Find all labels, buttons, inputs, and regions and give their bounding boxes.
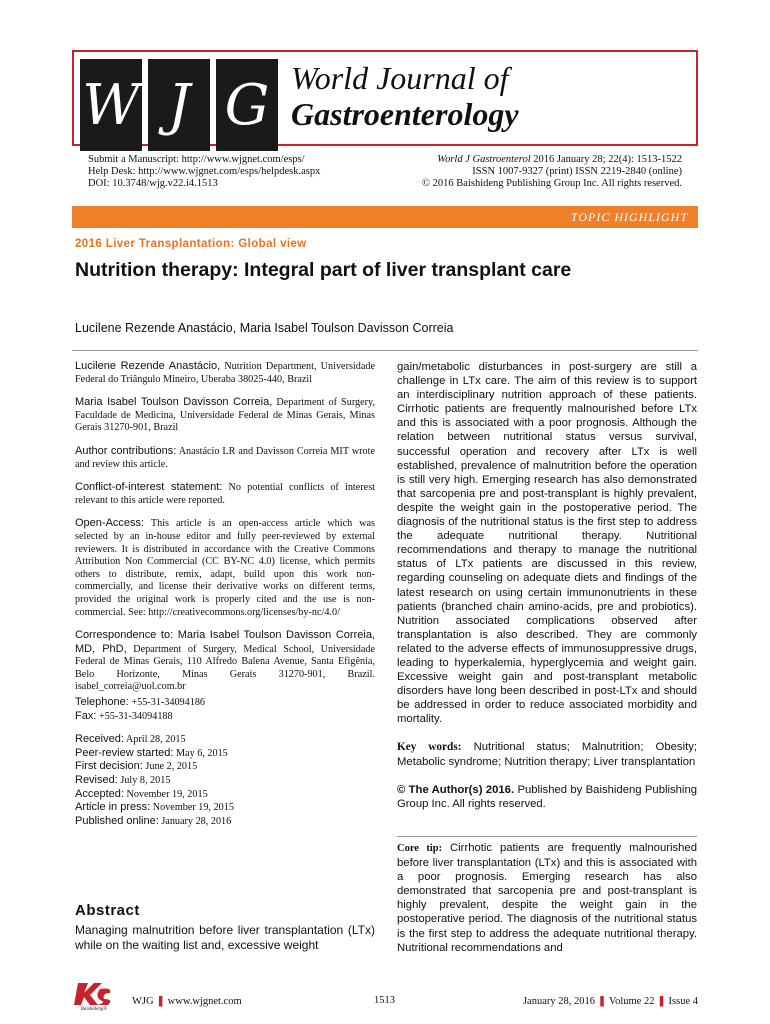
footer-left xyxy=(132,995,242,1007)
left-column xyxy=(75,360,375,828)
issn: ISSN 1007-9327 (print) ISSN 2219-2840 (online) xyxy=(472,166,682,177)
page-footer xyxy=(72,993,698,1013)
journal-logo xyxy=(80,59,278,151)
date-item: Published online: January 28, 2016 xyxy=(75,814,232,827)
article-copyright: © The Author(s) 2016. Published by Baishideng Publishing Group Inc. All rights reserved. xyxy=(397,783,698,810)
abstract-continued: gain/metabolic disturbances in post-surgery are still a challenge in LTx care. The aim of this review is to support an interdisciplinary nutrition approach of these patients. Cirrhotic patients are frequently malnourished before LTx and this is associated with a poor prognosis. Although the relation between nutritional status versus survival, successful operation and recovery after LTx is well established, prevalence of malnutrition before the operation is still very high. Emerging research has also demonstrated that sarcopenia pre and post-transplant is highly prevalent, despite the weight gain in the postoperative period. The diagnosis of the nutritional status is the first step to address the adequate nutritional therapy. Nutritional recommendations and therapy to manage the nutritional status of LTx patients are discussed in this review, regarding counseling on adequate diets and findings of the latest research on using certain immunonutrients in these patients (branched chain amino-acids, pre and probiotics). Nutrition associated complications observed after transplantation is also described. They are commonly related to the adverse effects of immunosuppressive drugs, leading to hyperkalemia, hyperglycemia and weight gain. Excessive weight gain and post-transplant metabolic disorders have long been described in post-LTx and should be addressed in order to reduce associated morbidity and mortality. xyxy=(397,361,697,726)
article-authors: Lucilene Rezende Anastácio, Maria Isabel Toulson Davisson Correia xyxy=(75,321,454,335)
author-contributions: Author contributions: Anastácio LR and Davisson Correia MIT wrote and review this article. xyxy=(75,444,375,470)
journal-name-line1: World Journal of xyxy=(291,60,509,96)
fax: Fax: +55-31-34094188 xyxy=(75,709,173,722)
journal-name-line2: Gastroenterology xyxy=(291,96,519,132)
article-title: Nutrition therapy: Integral part of liver transplant care xyxy=(75,259,572,281)
correspondence: Correspondence to: Maria Isabel Toulson Davisson Correia, MD, PhD, Department of Surgery, Medical School, Universidade Federal de Minas Gerais, 110 Alfredo Balena Avenue, Santa Efigênia, Belo Horizonte, Minas Gerais 31270-901, Brazil. isabel_correia@uol.com.br xyxy=(75,629,375,693)
footer-separator: ❚ xyxy=(657,996,666,1007)
abstract-heading: Abstract xyxy=(75,902,140,919)
footer-date: January 28, 2016 xyxy=(522,996,595,1007)
footer-journal: WJG xyxy=(132,996,154,1007)
copyright: © 2016 Baishideng Publishing Group Inc. All rights reserved. xyxy=(422,178,682,189)
citation-info xyxy=(422,154,682,190)
date-item: Peer-review started: May 6, 2015 xyxy=(75,746,228,759)
date-item: Article in press: November 19, 2015 xyxy=(75,801,234,814)
publisher-logo-text: Baishideng® xyxy=(80,1007,108,1011)
right-column xyxy=(397,360,697,811)
footer-volume: Volume 22 xyxy=(608,996,655,1007)
logo-letter-w: W xyxy=(80,59,142,151)
telephone: Telephone: +55-31-34094186 xyxy=(75,696,206,709)
logo-letter-g: G xyxy=(216,59,278,151)
footer-separator: ❚ xyxy=(156,996,166,1007)
footer-separator: ❚ xyxy=(597,996,607,1007)
citation-journal: World J Gastroenterol xyxy=(437,154,531,165)
keywords: Key words: Nutritional status; Malnutrition; Obesity; Metabolic syndrome; Nutrition therapy; Liver transplantation xyxy=(397,741,697,768)
footer-url[interactable]: www.wjgnet.com xyxy=(167,996,242,1007)
conflict-of-interest: Conflict-of-interest statement: No potential conflicts of interest relevant to this article were reported. xyxy=(75,481,375,506)
date-item: Accepted: November 19, 2015 xyxy=(75,787,208,800)
footer-right xyxy=(523,995,698,1007)
topic-label: TOPIC HIGHLIGHT xyxy=(570,210,688,224)
page-number: 1513 xyxy=(374,995,395,1006)
section-label: 2016 Liver Transplantation: Global view xyxy=(75,238,307,250)
citation: 2016 January 28; 22(4): 1513-1522 xyxy=(533,154,682,165)
doi[interactable]: DOI: 10.3748/wjg.v22.i4.1513 xyxy=(88,178,218,189)
journal-name xyxy=(291,60,519,132)
open-access: Open-Access: This article is an open-access article which was selected by an in-house editor and fully peer-reviewed by external reviewers. It is distributed in accordance with the Creative Commons Attribution Non Commercial (CC BY-NC 4.0) license, which permits others to distribute, remix, adapt, build upon this work non-commercially, and license their derivative works on different terms, provided the original work is properly cited and the use is non-commercial. See: http://creativecommons.org/licenses/by-nc/4.0/ xyxy=(75,517,375,618)
dates-list xyxy=(75,733,375,828)
date-item: Received: April 28, 2015 xyxy=(75,733,186,746)
date-item: Revised: July 8, 2015 xyxy=(75,774,171,787)
affiliation-2: Maria Isabel Toulson Davisson Correia, Department of Surgery, Faculdade de Medicina, Universidade Federal de Minas Gerais, Minas Gerais 31270-901, Brazil xyxy=(75,396,376,434)
submit-link[interactable]: Submit a Manuscript: http://www.wjgnet.com/esps/ xyxy=(88,154,305,165)
affiliation-1: Lucilene Rezende Anastácio, Nutrition Department, Universidade Federal do Triângulo Mineiro, Uberaba 38025-440, Brazil xyxy=(75,360,375,385)
divider xyxy=(72,350,698,351)
core-tip: Core tip: Cirrhotic patients are frequently malnourished before liver transplantation (LTx) and this is associated with a poor prognosis. Emerging research has also demonstrated that sarcopenia pre and post-transplant is highly prevalent, despite the weight gain in the postoperative period. The diagnosis of the nutritional status is the first step to address the adequate nutritional therapy. Nutritional recommendations and xyxy=(397,836,697,955)
footer-issue: Issue 4 xyxy=(668,996,698,1007)
publisher-logo xyxy=(72,979,116,1011)
help-desk-link[interactable]: Help Desk: http://www.wjgnet.com/esps/helpdesk.aspx xyxy=(88,166,321,177)
abstract-text: Managing malnutrition before liver transplantation (LTx) while on the waiting list and, excessive weight xyxy=(75,923,375,952)
logo-letter-j: J xyxy=(148,59,210,151)
date-item: First decision: June 2, 2015 xyxy=(75,760,198,773)
submission-info xyxy=(88,154,320,190)
